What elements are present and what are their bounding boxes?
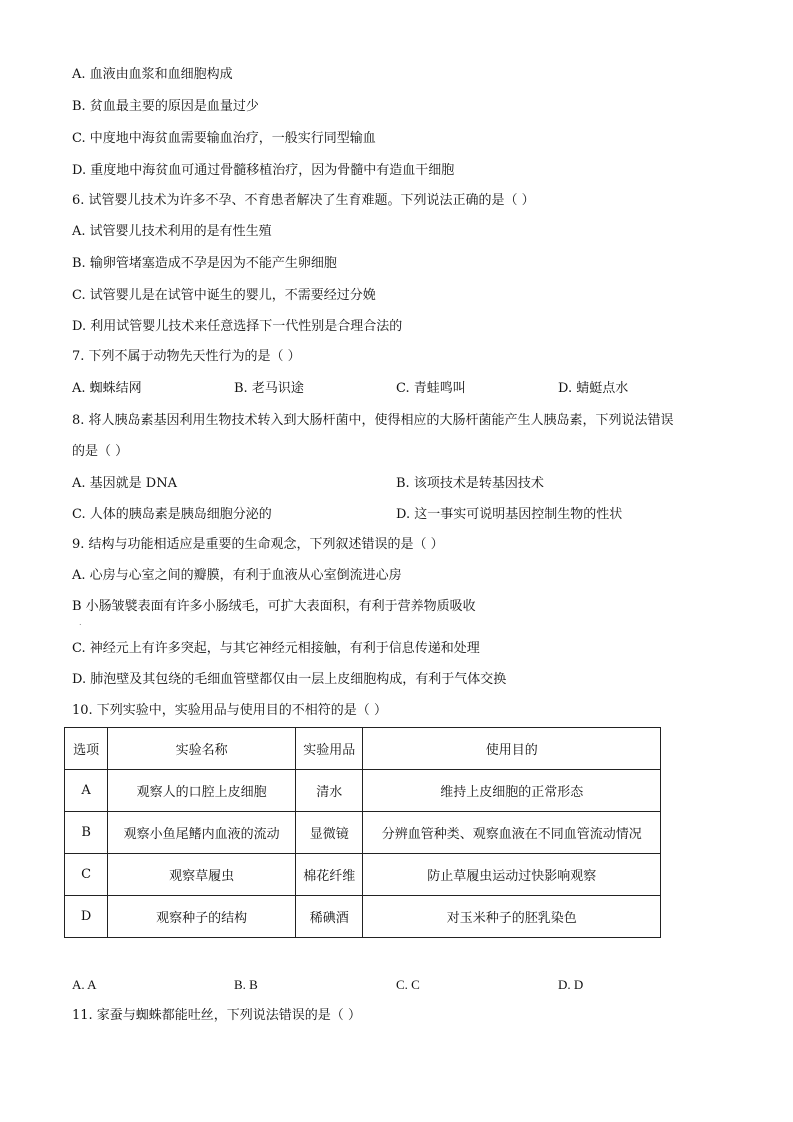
q8-option-b: B. 该项技术是转基因技术 <box>396 476 544 491</box>
table-cell: 观察小鱼尾鳍内血液的流动 <box>108 812 296 854</box>
q8-options-row2 <box>72 506 732 524</box>
table-cell: 防止草履虫运动过快影响观察 <box>363 854 661 896</box>
q8-option-d: D. 这一事实可说明基因控制生物的性状 <box>396 507 623 522</box>
q7-option-b: B. 老马识途 <box>234 381 304 396</box>
q8-stem-line1: 8. 将人胰岛素基因利用生物技术转入到大肠杆菌中，使得相应的大肠杆菌能产生人胰岛素，下列说法错误 <box>72 413 674 428</box>
q6-option-b: B. 输卵管堵塞造成不孕是因为不能产生卵细胞 <box>72 256 337 271</box>
q5-option-b: B. 贫血最主要的原因是血量过少 <box>72 99 259 114</box>
q5-option-d: D. 重度地中海贫血可通过骨髓移植治疗，因为骨髓中有造血干细胞 <box>72 163 455 178</box>
q10-stem: 10. 下列实验中，实验用品与使用目的不相符的是（ ） <box>72 703 387 718</box>
header-cell-name: 实验名称 <box>108 728 296 770</box>
q8-option-a: A. 基因就是 DNA <box>72 476 177 491</box>
table-cell: 棉花纤维 <box>296 854 363 896</box>
table-row <box>65 854 661 896</box>
experiment-table <box>64 727 661 938</box>
q10-answer-d: D. D <box>558 977 584 992</box>
header-cell-purpose: 使用目的 <box>363 728 661 770</box>
q7-stem: 7. 下列不属于动物先天性行为的是（ ） <box>72 349 301 364</box>
header-cell-option: 选项 <box>65 728 108 770</box>
q7-option-a: A. 蜘蛛结网 <box>72 381 142 396</box>
q9-option-c: C. 神经元上有许多突起，与其它神经元相接触，有利于信息传递和处理 <box>72 641 480 656</box>
q9-option-b: B 小肠皱襞表面有许多小肠绒毛，可扩大表面积，有利于营养物质吸收 <box>72 599 476 614</box>
q8-option-c: C. 人体的胰岛素是胰岛细胞分泌的 <box>72 507 272 522</box>
table-cell: D <box>65 896 108 938</box>
table-cell: 观察种子的结构 <box>108 896 296 938</box>
stray-mark: . <box>79 618 82 627</box>
q9-option-d: D. 肺泡壁及其包绕的毛细血管壁都仅由一层上皮细胞构成，有利于气体交换 <box>72 672 507 687</box>
q10-answer-a: A. A <box>72 977 97 992</box>
table-cell: 对玉米种子的胚乳染色 <box>363 896 661 938</box>
table-cell: C <box>65 854 108 896</box>
q8-stem-line2: 的是（ ） <box>72 444 129 459</box>
q8-options-row1 <box>72 475 732 493</box>
q7-option-d: D. 蜻蜓点水 <box>558 381 629 396</box>
table-row <box>65 770 661 812</box>
table-cell: 维持上皮细胞的正常形态 <box>363 770 661 812</box>
q7-options <box>72 380 732 398</box>
q5-option-c: C. 中度地中海贫血需要输血治疗，一般实行同型输血 <box>72 131 376 146</box>
table-cell: 显微镜 <box>296 812 363 854</box>
table-header-row <box>65 728 661 770</box>
table-cell: 清水 <box>296 770 363 812</box>
table-cell: 观察人的口腔上皮细胞 <box>108 770 296 812</box>
q9-option-a: A. 心房与心室之间的瓣膜，有利于血液从心室倒流进心房 <box>72 568 402 583</box>
q6-option-d: D. 利用试管婴儿技术来任意选择下一代性别是合理合法的 <box>72 319 403 334</box>
q10-answers <box>72 976 732 994</box>
q11-stem: 11. 家蚕与蜘蛛都能吐丝，下列说法错误的是（ ） <box>72 1008 361 1023</box>
table-cell: A <box>65 770 108 812</box>
q7-option-c: C. 青蛙鸣叫 <box>396 381 466 396</box>
q9-stem: 9. 结构与功能相适应是重要的生命观念，下列叙述错误的是（ ） <box>72 537 444 552</box>
table-cell: 分辨血管种类、观察血液在不同血管流动情况 <box>363 812 661 854</box>
q6-option-c: C. 试管婴儿是在试管中诞生的婴儿，不需要经过分娩 <box>72 288 376 303</box>
table-row <box>65 896 661 938</box>
header-cell-supply: 实验用品 <box>296 728 363 770</box>
q5-option-a: A. 血液由血浆和血细胞构成 <box>72 67 233 82</box>
table-row <box>65 812 661 854</box>
q6-option-a: A. 试管婴儿技术利用的是有性生殖 <box>72 224 272 239</box>
q10-answer-c: C. C <box>396 977 420 992</box>
table-cell: B <box>65 812 108 854</box>
table-cell: 稀碘酒 <box>296 896 363 938</box>
table-cell: 观察草履虫 <box>108 854 296 896</box>
q10-answer-b: B. B <box>234 977 258 992</box>
q6-stem: 6. 试管婴儿技术为许多不孕、不育患者解决了生育难题。下列说法正确的是（ ） <box>72 193 535 208</box>
